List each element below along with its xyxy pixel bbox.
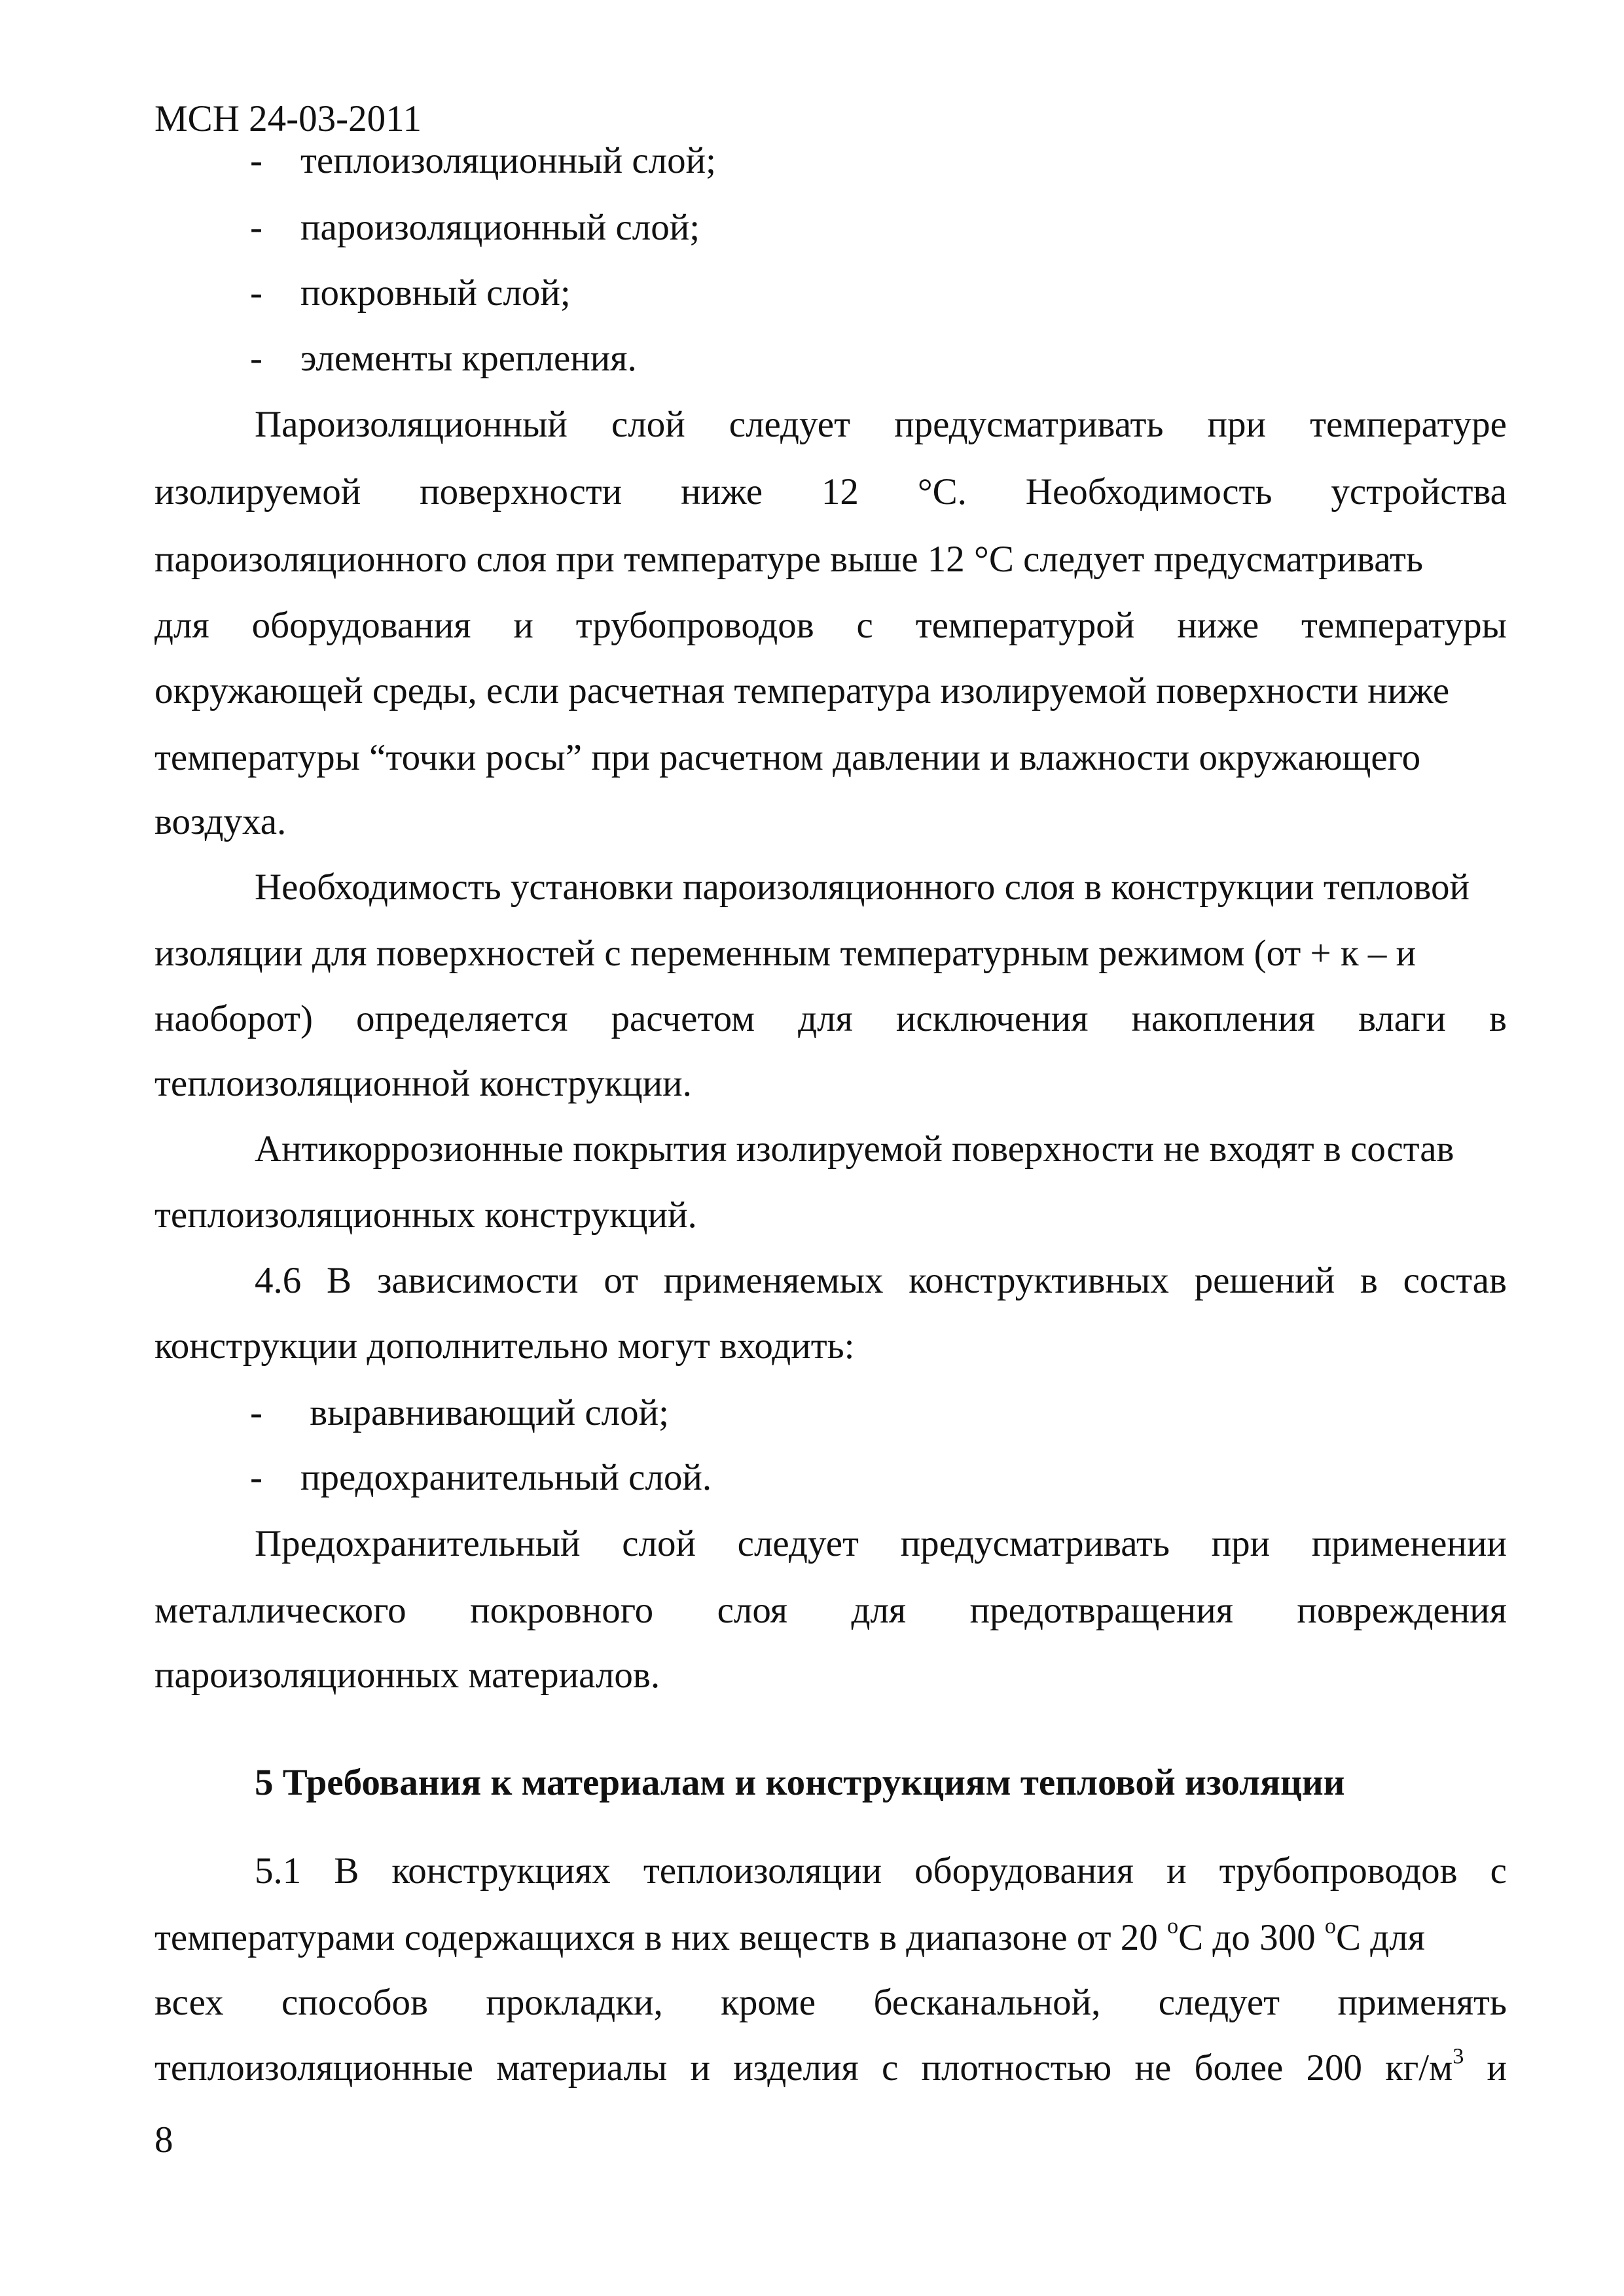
paragraph-line: Пароизоляционный слой следует предусматривать при температуре: [255, 404, 1507, 445]
list-dash: -: [250, 1392, 262, 1433]
list-item: пароизоляционный слой;: [300, 207, 700, 248]
list-dash: -: [250, 140, 262, 181]
paragraph-line: изолируемой поверхности ниже 12 °С. Необходимость устройства: [154, 471, 1507, 512]
paragraph-line: для оборудования и трубопроводов с температурой ниже температуры: [154, 605, 1507, 646]
paragraph-line: окружающей среды, если расчетная температура изолируемой поверхности ниже: [154, 670, 1450, 711]
list-item: покровный слой;: [300, 272, 571, 314]
degree-superscript: o: [1324, 1914, 1337, 1939]
list-dash: -: [250, 272, 262, 314]
paragraph-line: Необходимость установки пароизоляционного слоя в конструкции тепловой: [255, 867, 1470, 908]
paragraph-line: теплоизоляционные материалы и изделия с плотностью не более 200 $кг/м^3$ и: [154, 2044, 1507, 2089]
paragraph-line: температуры “точки росы” при расчетном давлении и влажности окружающего: [154, 737, 1421, 778]
section-heading: 5 Требования к материалам и конструкциям тепловой изоляции: [255, 1762, 1345, 1803]
paragraph-line: изоляции для поверхностей с переменным температурным режимом (от + к – и: [154, 933, 1416, 974]
paragraph-line: Предохранительный слой следует предусматривать при применении: [255, 1523, 1507, 1564]
list-item: элементы крепления.: [300, 338, 637, 379]
list-dash: -: [250, 1457, 262, 1498]
paragraph-line: температурами содержащихся в них веществ в диапазоне от 20 $^o$С до 300 $^o$С для: [154, 1914, 1425, 1958]
paragraph-line: металлического покровного слоя для предотвращения повреждения: [154, 1590, 1507, 1631]
cubic-superscript: 3: [1453, 2044, 1464, 2069]
list-item: выравнивающий слой;: [300, 1392, 669, 1433]
paragraph-line: пароизоляционного слоя при температуре выше 12 °С следует предусматривать: [154, 539, 1423, 580]
paragraph-line: 5.1 В конструкциях теплоизоляции оборудования и трубопроводов с: [255, 1850, 1507, 1892]
page-number: 8: [154, 2119, 173, 2161]
paragraph-line: 4.6 В зависимости от применяемых конструктивных решений в состав: [255, 1260, 1507, 1301]
paragraph-line: наоборот) определяется расчетом для исключения накопления влаги в: [154, 998, 1507, 1039]
list-item: предохранительный слой.: [300, 1457, 712, 1498]
paragraph-line: конструкции дополнительно могут входить:: [154, 1325, 855, 1367]
document-code-header: МСН 24-03-2011: [154, 98, 422, 139]
paragraph-line: теплоизоляционной конструкции.: [154, 1063, 692, 1104]
paragraph-line: пароизоляционных материалов.: [154, 1655, 660, 1696]
paragraph-line: всех способов прокладки, кроме бесканальной, следует применять: [154, 1982, 1507, 2023]
paragraph-line: теплоизоляционных конструкций.: [154, 1194, 697, 1236]
list-dash: -: [250, 338, 262, 379]
degree-superscript: o: [1167, 1914, 1179, 1939]
list-dash: -: [250, 207, 262, 248]
paragraph-line: Антикоррозионные покрытия изолируемой поверхности не входят в состав: [255, 1128, 1454, 1170]
list-item: теплоизоляционный слой;: [300, 140, 716, 181]
paragraph-line: воздуха.: [154, 801, 287, 842]
